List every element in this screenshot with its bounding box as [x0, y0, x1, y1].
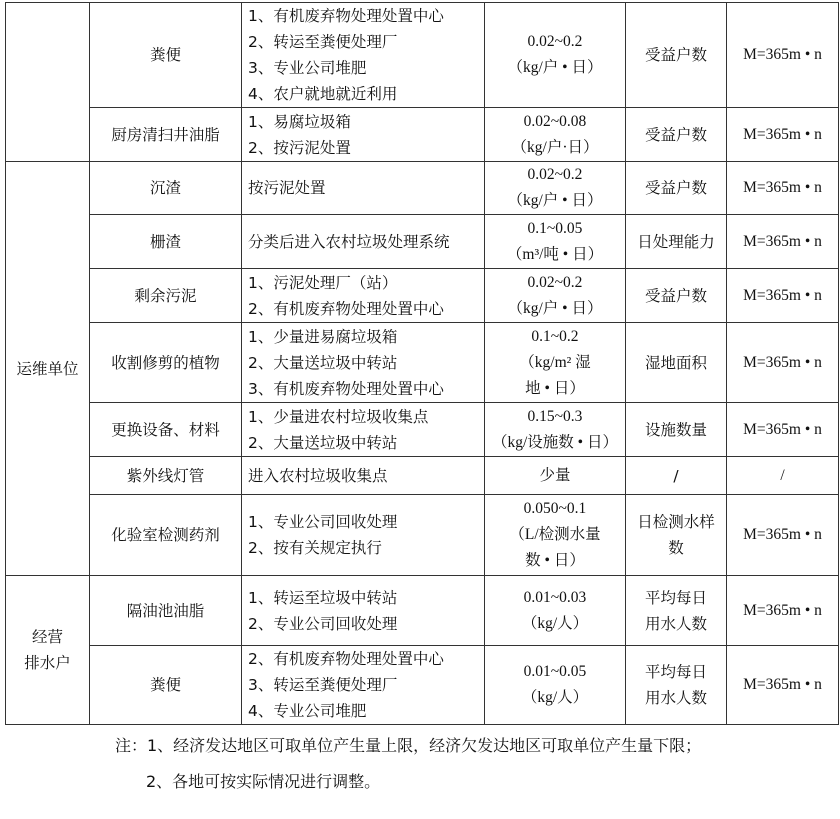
method-line: 1、污泥处理厂（站）: [248, 273, 398, 292]
formula-cell: M=365m • n: [727, 108, 839, 162]
basis-cell: [626, 3, 727, 108]
rate-line: （kg/人）: [521, 689, 589, 706]
formula-cell: M=365m • n: [727, 646, 839, 725]
rate-line: 数 • 日）: [525, 552, 585, 569]
table-row: [6, 269, 839, 323]
table-row: [6, 3, 839, 108]
table-row: [6, 457, 839, 495]
method-cell: [242, 215, 485, 269]
footnote-1: 注：1、经济发达地区可取单位产生量上限，经济欠发达地区可取单位产生量下限；: [115, 736, 702, 755]
formula-cell: M=365m • n: [727, 3, 839, 108]
rate-cell: [485, 162, 626, 215]
formula-cell: M=365m • n: [727, 215, 839, 269]
method-line: 3、有机废弃物处理处置中心: [248, 379, 444, 398]
formula-cell: M=365m • n: [727, 495, 839, 576]
table-row: [6, 576, 839, 646]
basis-line: 平均每日: [644, 588, 707, 607]
rate-line: （m³/吨 • 日）: [506, 245, 604, 263]
basis-line: 平均每日: [644, 663, 707, 681]
basis-cell: [626, 403, 727, 457]
basis-line: 数: [668, 539, 684, 557]
basis-line: 日检测水样: [637, 513, 715, 531]
item-cell: 厨房清扫井油脂: [90, 108, 242, 162]
method-cell: [242, 646, 485, 725]
basis-line: 日处理能力: [637, 232, 715, 251]
item-cell: 更换设备、材料: [90, 403, 242, 457]
basis-cell: [626, 495, 727, 576]
formula-cell: M=365m • n: [727, 323, 839, 403]
item-cell: 粪便: [90, 646, 242, 725]
basis-line: 用水人数: [644, 614, 707, 633]
method-line: 2、按污泥处置: [248, 138, 351, 157]
method-line: 1、少量进易腐垃圾箱: [248, 327, 398, 346]
rate-line: （kg/m² 湿: [519, 353, 591, 371]
basis-cell: [626, 576, 727, 646]
basis-line: 受益户数: [644, 46, 707, 64]
method-line: 4、专业公司堆肥: [248, 702, 367, 720]
footnote-2: 2、各地可按实际情况进行调整。: [146, 772, 381, 791]
method-line: 1、专业公司回收处理: [248, 513, 398, 531]
method-cell: [242, 457, 485, 495]
item-cell: 化验室检测药剂: [90, 495, 242, 576]
rate-line: 0.01~0.03: [523, 588, 587, 606]
rate-cell: [485, 495, 626, 576]
method-line: 3、转运至粪便处理厂: [248, 676, 398, 694]
formula-cell: M=365m • n: [727, 403, 839, 457]
basis-cell: [626, 646, 727, 725]
rate-line: 0.01~0.05: [523, 663, 587, 680]
basis-line: 湿地面积: [644, 353, 707, 372]
rate-line: 0.1~0.05: [527, 219, 583, 237]
rate-line: 0.15~0.3: [527, 407, 583, 425]
rate-cell: [485, 403, 626, 457]
basis-line: 受益户数: [644, 286, 707, 305]
method-cell: [242, 323, 485, 403]
item-cell: 粪便: [90, 3, 242, 108]
unit-line: 排水户: [24, 654, 71, 672]
method-line: 2、有机废弃物处理处置中心: [248, 299, 444, 318]
table-row: [6, 323, 839, 403]
basis-line: 设施数量: [644, 420, 707, 439]
method-cell: [242, 495, 485, 576]
method-line: 2、转运至粪便处理厂: [248, 33, 398, 51]
method-line: 2、大量送垃圾中转站: [248, 353, 398, 372]
basis-cell: [626, 108, 727, 162]
rate-line: 0.02~0.2: [527, 273, 583, 291]
rate-line: 少量: [539, 466, 571, 484]
item-cell: 沉渣: [90, 162, 242, 215]
table-row: [6, 646, 839, 725]
method-line: 1、易腐垃圾箱: [248, 112, 351, 131]
item-cell: 剩余污泥: [90, 269, 242, 323]
rate-line: 0.02~0.2: [527, 166, 583, 183]
basis-cell: [626, 269, 727, 323]
basis-cell: [626, 323, 727, 403]
method-line: 3、专业公司堆肥: [248, 59, 367, 77]
method-line: 1、有机废弃物处理处置中心: [248, 7, 444, 25]
formula-cell: /: [727, 457, 839, 495]
method-line: 1、转运至垃圾中转站: [248, 588, 398, 607]
rate-cell: [485, 108, 626, 162]
rate-line: 0.1~0.2: [531, 327, 579, 345]
item-cell: 收割修剪的植物: [90, 323, 242, 403]
method-line: 2、专业公司回收处理: [248, 614, 398, 633]
table-row: [6, 403, 839, 457]
rate-line: （kg/户 • 日）: [507, 59, 603, 76]
formula-cell: M=365m • n: [727, 269, 839, 323]
rate-cell: [485, 576, 626, 646]
unit-cell: [6, 576, 90, 725]
method-cell: [242, 576, 485, 646]
basis-line: 受益户数: [644, 179, 707, 197]
table-row: [6, 162, 839, 215]
table-row: [6, 215, 839, 269]
method-line: 2、按有关规定执行: [248, 539, 382, 557]
method-cell: [242, 403, 485, 457]
rate-line: 0.02~0.2: [527, 33, 583, 50]
method-line: 进入农村垃圾收集点: [248, 466, 388, 485]
basis-cell: [626, 215, 727, 269]
rate-cell: [485, 323, 626, 403]
rate-line: 地 • 日）: [525, 379, 585, 397]
waste-table: [5, 2, 839, 725]
basis-cell: [626, 457, 727, 495]
basis-line: 受益户数: [644, 125, 707, 144]
item-cell: 隔油池油脂: [90, 576, 242, 646]
method-line: 2、有机废弃物处理处置中心: [248, 650, 444, 668]
basis-line: 用水人数: [644, 689, 707, 707]
rate-line: （kg/人）: [521, 614, 589, 632]
item-cell: 紫外线灯管: [90, 457, 242, 495]
method-line: 2、大量送垃圾中转站: [248, 433, 398, 452]
rate-line: （kg/设施数 • 日）: [492, 433, 618, 451]
rate-line: （kg/户 • 日）: [507, 192, 603, 209]
rate-line: （kg/户 • 日）: [507, 299, 603, 317]
rate-line: 0.02~0.08: [523, 112, 587, 130]
basis-line: /: [673, 466, 679, 485]
rate-line: 0.050~0.1: [523, 500, 587, 517]
rate-cell: [485, 457, 626, 495]
table-row: [6, 108, 839, 162]
rate-cell: [485, 269, 626, 323]
method-line: 按污泥处置: [248, 179, 326, 197]
method-cell: [242, 162, 485, 215]
unit-line: 经营: [31, 628, 63, 646]
method-line: 1、少量进农村垃圾收集点: [248, 407, 429, 426]
unit-cell: [6, 3, 90, 162]
rate-cell: [485, 646, 626, 725]
basis-cell: [626, 162, 727, 215]
rate-line: （kg/户·日）: [511, 138, 599, 156]
method-cell: [242, 269, 485, 323]
rate-line: （L/检测水量: [509, 526, 601, 543]
rate-cell: [485, 3, 626, 108]
formula-cell: M=365m • n: [727, 162, 839, 215]
method-cell: [242, 108, 485, 162]
unit-cell: 运维单位: [6, 162, 90, 576]
formula-cell: M=365m • n: [727, 576, 839, 646]
rate-cell: [485, 215, 626, 269]
table-row: [6, 495, 839, 576]
method-line: 分类后进入农村垃圾处理系统: [248, 232, 450, 251]
item-cell: 栅渣: [90, 215, 242, 269]
method-cell: [242, 3, 485, 108]
method-line: 4、农户就地就近利用: [248, 85, 398, 103]
